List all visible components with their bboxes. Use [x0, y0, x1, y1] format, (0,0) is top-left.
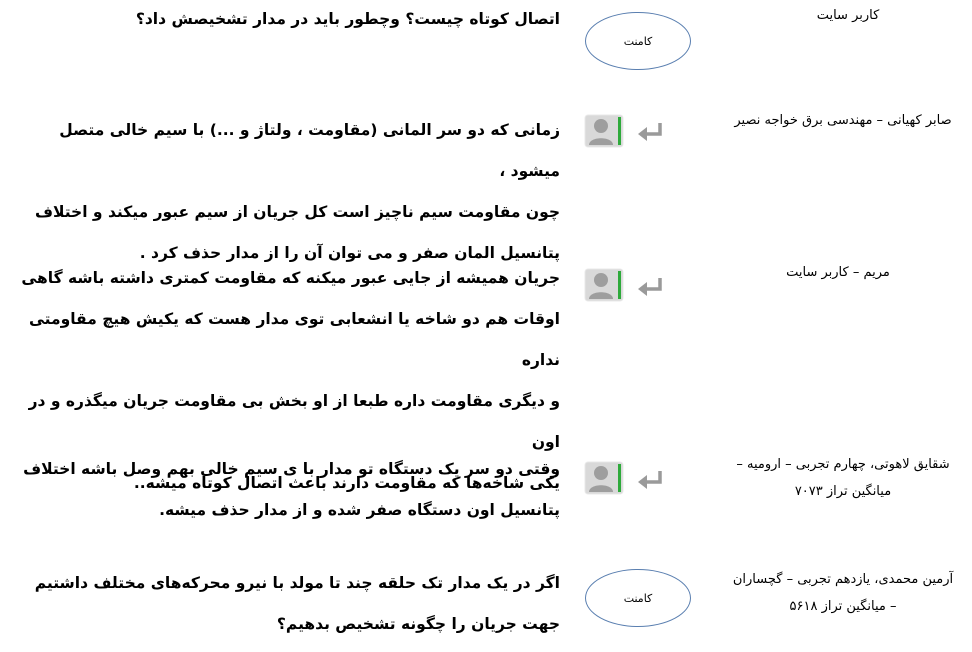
comment-line: یکی شاخه‌ها که مقاومت دارند باعث اتصال کوتاه میشه.. — [133, 474, 560, 492]
comment-line: و دیگری مقاومت داره طبعا از او بخش بی مقاومت جریان میگذره و در اون — [28, 392, 560, 451]
comment-body — [15, 110, 560, 274]
comment-line: پتانسیل المان صفر و می توان آن را از مدار حذف کرد . — [139, 244, 560, 262]
comment-line: وقتی دو سر یک دستگاه تو مدار با ی سیم خالی بهم وصل باشه اختلاف — [23, 460, 560, 478]
comment-body — [15, 563, 560, 645]
comment-line: جریان همیشه از جایی عبور میکنه که مقاومت کمتری داشته باشه گاهی — [21, 269, 560, 287]
comment-line: اتصال کوتاه چیست؟ وچطور باید در مدار تشخیصش داد؟ — [135, 10, 560, 28]
comment-line: چون مقاومت سیم ناچیز است کل جریان از سیم عبور میکند و اختلاف — [34, 203, 560, 221]
comment-line: زمانی که دو سر المانی (مقاومت ، ولتاژ و ...) با سیم خالی متصل میشود ، — [59, 121, 560, 180]
comment-author — [718, 566, 968, 620]
comment-author: کاربر سایت — [816, 8, 880, 23]
user-avatar-icon — [584, 461, 624, 495]
comment-button-label: کامنت — [623, 34, 653, 48]
comment-line: اوقات هم دو شاخه یا انشعابی توی مدار هست که یکیش هیچ مقاومتی نداره — [29, 310, 560, 369]
author-line: شقایق لاهوتی، چهارم تجربی – ارومیه – — [736, 457, 950, 472]
comment-author — [718, 451, 968, 505]
reply-arrow-icon[interactable] — [636, 469, 666, 491]
comment-button[interactable] — [585, 569, 691, 627]
comment-button[interactable] — [585, 12, 691, 70]
comment-author: صابر کهیانی – مهندسی برق خواجه نصیر — [734, 113, 952, 128]
comment-line: جهت جریان را چگونه تشخیص بدهیم؟ — [276, 615, 560, 633]
user-avatar-icon — [584, 114, 624, 148]
reply-arrow-icon[interactable] — [636, 276, 666, 298]
author-line: آرمین محمدی، یازدهم تجربی – گچساران — [732, 572, 954, 587]
comment-line: پتانسیل اون دستگاه صفر شده و از مدار حذف میشه. — [159, 501, 560, 519]
comment-line: اگر در یک مدار تک حلقه چند تا مولد با نیرو محرکه‌های مختلف داشتیم — [34, 574, 560, 592]
comment-body — [15, 5, 560, 33]
comment-author: مریم – کاربر سایت — [786, 265, 890, 280]
author-line: میانگین تراز ۷۰۷۳ — [794, 484, 892, 499]
reply-arrow-icon[interactable] — [636, 121, 666, 143]
comment-button-label: کامنت — [623, 591, 653, 605]
user-avatar-icon — [584, 268, 624, 302]
comment-body — [15, 449, 560, 531]
author-line: – میانگین تراز ۵۶۱۸ — [789, 599, 897, 614]
